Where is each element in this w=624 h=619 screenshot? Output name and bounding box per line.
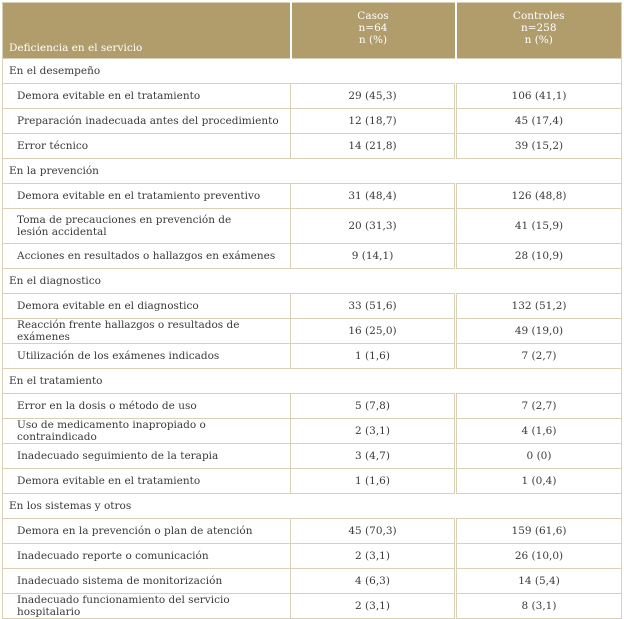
row-label: Inadecuado funcionamiento del servicio hospitalario xyxy=(3,594,291,619)
header-casos-unit: n (%) xyxy=(358,34,388,46)
header-casos-n: n=64 xyxy=(358,22,388,34)
casos-value: 9 (14,1) xyxy=(291,244,456,269)
table-row xyxy=(3,344,622,369)
table-row xyxy=(3,444,622,469)
casos-value: 1 (1,6) xyxy=(291,344,456,369)
table-row xyxy=(3,419,622,444)
section-row xyxy=(3,369,622,394)
header-controles-n: n=258 xyxy=(520,22,557,34)
header-controles-unit: n (%) xyxy=(524,34,553,46)
row-label: Inadecuado sistema de monitorización xyxy=(3,569,291,594)
casos-value: 14 (21,8) xyxy=(291,134,456,159)
controles-value: 0 (0) xyxy=(456,444,622,469)
row-label: Reacción frente hallazgos o resultados de exámenes xyxy=(3,319,291,344)
casos-value: 2 (3,1) xyxy=(291,419,456,444)
casos-value: 4 (6,3) xyxy=(291,569,456,594)
row-label: Acciones en resultados o hallazgos en exámenes xyxy=(3,244,291,269)
row-label: Inadecuado seguimiento de la terapia xyxy=(3,444,291,469)
row-label: Demora evitable en el diagnostico xyxy=(3,294,291,319)
controles-value: 132 (51,2) xyxy=(456,294,622,319)
casos-value: 1 (1,6) xyxy=(291,469,456,494)
table-row xyxy=(3,294,622,319)
table-row xyxy=(3,319,622,344)
controles-value: 4 (1,6) xyxy=(456,419,622,444)
casos-value: 29 (45,3) xyxy=(291,84,456,109)
table-row xyxy=(3,134,622,159)
controles-value: 45 (17,4) xyxy=(456,109,622,134)
row-label: Uso de medicamento inapropiado o contraindicado xyxy=(3,419,291,444)
casos-value: 2 (3,1) xyxy=(291,594,456,619)
controles-value: 26 (10,0) xyxy=(456,544,622,569)
row-label: Demora evitable en el tratamiento preventivo xyxy=(3,184,291,209)
table-row xyxy=(3,469,622,494)
table-row xyxy=(3,519,622,544)
section-row xyxy=(3,494,622,519)
deficiency-table xyxy=(2,2,622,619)
section-title: En los sistemas y otros xyxy=(3,494,622,519)
table-row xyxy=(3,209,622,244)
casos-value: 31 (48,4) xyxy=(291,184,456,209)
header-controles xyxy=(456,3,622,59)
row-label: Preparación inadecuada antes del procedimiento xyxy=(3,109,291,134)
casos-value: 33 (51,6) xyxy=(291,294,456,319)
header-controles-title: Controles xyxy=(512,10,565,22)
row-label: Toma de precauciones en prevención de lesión accidental xyxy=(3,209,291,244)
section-title: En el tratamiento xyxy=(3,369,622,394)
controles-value: 49 (19,0) xyxy=(456,319,622,344)
casos-value: 20 (31,3) xyxy=(291,209,456,244)
table-row xyxy=(3,244,622,269)
casos-value: 5 (7,8) xyxy=(291,394,456,419)
controles-value: 7 (2,7) xyxy=(456,394,622,419)
section-title: En el desempeño xyxy=(3,59,622,84)
controles-value: 14 (5,4) xyxy=(456,569,622,594)
section-row xyxy=(3,159,622,184)
section-title: En la prevención xyxy=(3,159,622,184)
table-header xyxy=(3,3,622,59)
controles-value: 126 (48,8) xyxy=(456,184,622,209)
controles-value: 8 (3,1) xyxy=(456,594,622,619)
row-label: Demora evitable en el tratamiento xyxy=(3,84,291,109)
casos-value: 2 (3,1) xyxy=(291,544,456,569)
table-row xyxy=(3,394,622,419)
table-row xyxy=(3,109,622,134)
controles-value: 28 (10,9) xyxy=(456,244,622,269)
row-label: Demora evitable en el tratamiento xyxy=(3,469,291,494)
controles-value: 7 (2,7) xyxy=(456,344,622,369)
header-casos-title: Casos xyxy=(357,10,389,22)
controles-value: 41 (15,9) xyxy=(456,209,622,244)
row-label: Error en la dosis o método de uso xyxy=(3,394,291,419)
row-label: Demora en la prevención o plan de atención xyxy=(3,519,291,544)
row-label: Utilización de los exámenes indicados xyxy=(3,344,291,369)
controles-value: 39 (15,2) xyxy=(456,134,622,159)
casos-value: 16 (25,0) xyxy=(291,319,456,344)
controles-value: 1 (0,4) xyxy=(456,469,622,494)
casos-value: 3 (4,7) xyxy=(291,444,456,469)
row-label: Error técnico xyxy=(3,134,291,159)
controles-value: 159 (61,6) xyxy=(456,519,622,544)
table-row xyxy=(3,544,622,569)
header-deficiency: Deficiencia en el servicio xyxy=(3,3,291,59)
table-row xyxy=(3,184,622,209)
table-row xyxy=(3,594,622,619)
casos-value: 12 (18,7) xyxy=(291,109,456,134)
section-title: En el diagnostico xyxy=(3,269,622,294)
controles-value: 106 (41,1) xyxy=(456,84,622,109)
row-label: Inadecuado reporte o comunicación xyxy=(3,544,291,569)
header-casos xyxy=(291,3,456,59)
casos-value: 45 (70,3) xyxy=(291,519,456,544)
table-row xyxy=(3,84,622,109)
table-row xyxy=(3,569,622,594)
section-row xyxy=(3,269,622,294)
section-row xyxy=(3,59,622,84)
